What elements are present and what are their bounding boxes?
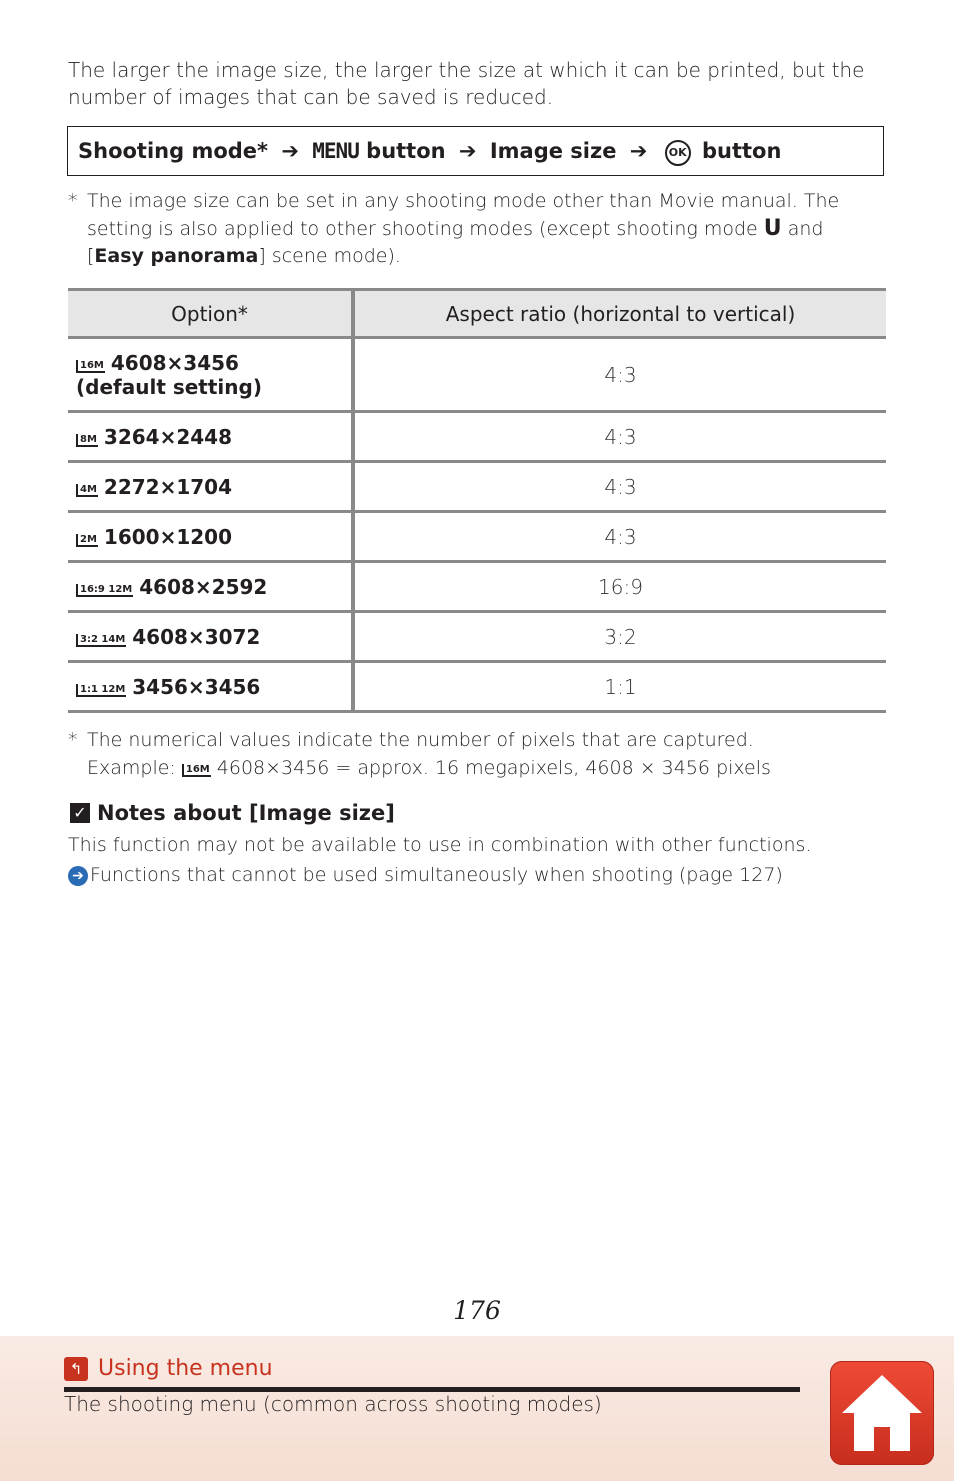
image-size-16m-icon: 16M — [76, 360, 105, 373]
page-footer — [0, 1336, 954, 1481]
option-cell — [68, 562, 353, 612]
image-size-16-9-icon: 16:9 12M — [76, 584, 133, 597]
intro-line-1: The larger the image size, the larger the size at which it can be printed, but the — [68, 58, 865, 82]
option-cell — [68, 338, 353, 412]
home-icon — [830, 1361, 934, 1465]
footnote-pixels-line-1 — [68, 726, 883, 754]
notes-text: This function may not be available to use in combination with other functions. — [68, 834, 812, 856]
easy-panorama-label: Easy panorama — [94, 245, 259, 267]
arrow-right-icon: ➔ — [458, 139, 477, 163]
table-row — [68, 562, 886, 612]
menu-button-icon: MENU — [312, 139, 359, 163]
ratio-cell: 3:2 — [353, 612, 886, 662]
example-text: 4608×3456 = approx. 16 megapixels, 4608 × 3456 pixels — [216, 757, 771, 779]
link-text: Functions that cannot be used simultaneously when shooting (page 127) — [90, 864, 783, 886]
option-value: 4608×2592 — [139, 574, 268, 599]
check-icon: ✓ — [70, 803, 90, 823]
footnote-text — [87, 188, 883, 270]
header-option: Option* — [68, 290, 353, 338]
footnote-part-1: The image size can be set in any shooting mode other than Movie manual. The setting is also applied to other shooting modes (except shooting mode — [87, 190, 840, 240]
footer-link-label: Using the menu — [98, 1356, 273, 1381]
image-size-16m-icon: 16M — [182, 764, 211, 777]
option-cell — [68, 462, 353, 512]
option-value: 4608×3072 — [132, 624, 261, 649]
footer-subtitle: The shooting menu (common across shooting modes) — [64, 1392, 602, 1416]
nav-button-label-2: button — [702, 139, 782, 163]
image-size-3-2-icon: 3:2 14M — [76, 634, 126, 647]
back-arrow-icon: ↰ — [64, 1357, 88, 1381]
notes-heading — [70, 801, 395, 825]
footnote-star: * — [68, 190, 78, 212]
option-value: 1600×1200 — [103, 524, 233, 549]
ratio-cell: 4:3 — [353, 462, 886, 512]
option-value: 4608×3456 — [110, 350, 239, 375]
footnote-part-3: ] scene mode). — [258, 245, 401, 267]
page-number: 176 — [453, 1296, 501, 1325]
option-cell — [68, 412, 353, 462]
footnote-part-2: and [ — [87, 218, 824, 267]
table-row — [68, 412, 886, 462]
arrow-right-icon: ➔ — [281, 139, 299, 163]
table-row — [68, 462, 886, 512]
nav-shooting-mode: Shooting mode* — [78, 139, 269, 163]
header-aspect-ratio: Aspect ratio (horizontal to vertical) — [353, 290, 886, 338]
home-button[interactable] — [830, 1361, 934, 1465]
ratio-cell: 4:3 — [353, 512, 886, 562]
image-size-1-1-icon: 1:1 12M — [76, 684, 126, 697]
option-value: 3456×3456 — [132, 674, 261, 699]
nav-button-label-1: button — [366, 139, 446, 163]
table-row — [68, 662, 886, 712]
user-mode-icon: U — [763, 216, 782, 241]
table-row — [68, 612, 886, 662]
default-setting-label: (default setting) — [76, 374, 262, 399]
ratio-cell: 4:3 — [353, 412, 886, 462]
table-header-row — [68, 290, 886, 338]
using-the-menu-link[interactable] — [64, 1356, 273, 1381]
image-size-4m-icon: 4M — [76, 484, 98, 497]
table-row — [68, 338, 886, 412]
table-row — [68, 512, 886, 562]
intro-line-2: number of images that can be saved is reduced. — [68, 85, 554, 109]
option-value: 2272×1704 — [103, 474, 233, 499]
option-cell — [68, 662, 353, 712]
ratio-cell: 16:9 — [353, 562, 886, 612]
arrow-right-icon: ➔ — [629, 139, 648, 163]
ratio-cell: 4:3 — [353, 338, 886, 412]
notes-title: Notes about [Image size] — [97, 801, 395, 825]
image-size-8m-icon: 8M — [76, 434, 98, 447]
option-cell — [68, 512, 353, 562]
cross-reference-link[interactable] — [68, 860, 883, 890]
notes-body — [68, 830, 883, 890]
footnote-example — [68, 754, 883, 782]
image-size-2m-icon: 2M — [76, 534, 98, 547]
image-size-table — [68, 288, 886, 713]
ratio-cell: 1:1 — [353, 662, 886, 712]
nav-image-size: Image size — [489, 139, 617, 163]
option-cell — [68, 612, 353, 662]
footnote-star: * — [68, 729, 78, 751]
footnote-shooting-mode — [68, 188, 883, 270]
arrow-circle-icon: ➔ — [68, 866, 88, 886]
footnote-pixels — [68, 726, 883, 782]
example-label: Example: — [87, 757, 176, 779]
ok-button-icon: OK — [665, 140, 691, 166]
option-value: 3264×2448 — [103, 424, 233, 449]
intro-paragraph — [68, 57, 868, 111]
footnote-pixels-text: The numerical values indicate the number of pixels that are captured. — [87, 729, 754, 751]
menu-path-box — [67, 126, 884, 176]
